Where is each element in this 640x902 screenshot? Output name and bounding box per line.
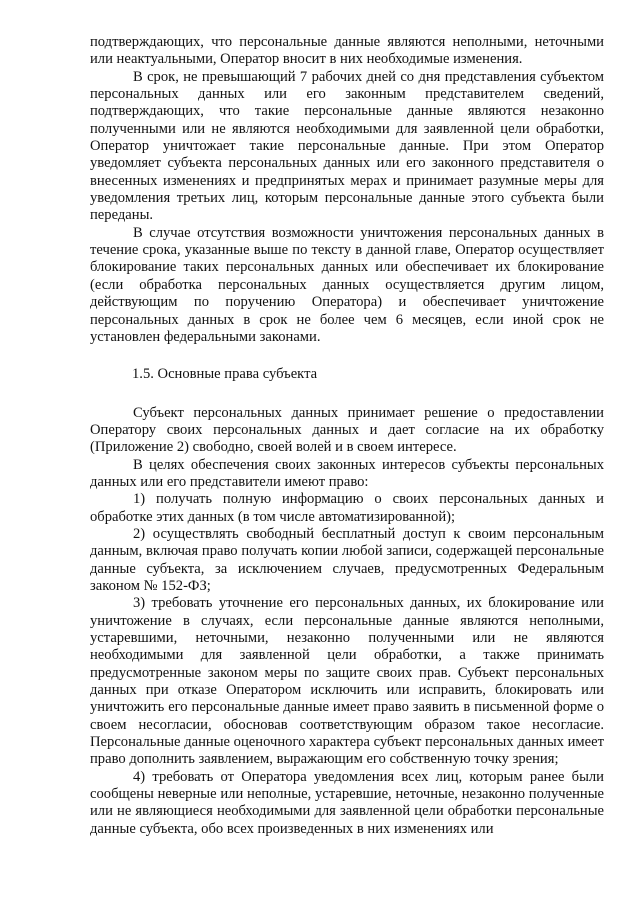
paragraph-personal-data-corrections: подтверждающих, что персональные данные являются неполными, неточными или неактуальными, Оператор вносит в них необходимые изменения. <box>90 34 604 68</box>
paragraph-subject-consent: Субъект персональных данных принимает решение о предоставлении Оператору своих персональных данных и дает согласие на их обработку (Приложение 2) свободно, своей волей и в своем интересе. <box>90 404 604 456</box>
list-item-right-3: 3) требовать уточнение его персональных данных, их блокирование или уничтожение в случаях, если персональные данные являются неполными, устаревшими, неточными, незаконно полученными или не являются необходимыми для заявленной цели обработки, а также принимать предусмотренные законом меры по защите своих прав. Субъект персональных данных при отказе Оператором исключить или исправить, блокировать или уничтожить его персональные данные имеет право заявить в письменной форме о своем несогласии, обосновав соответствующим образом такое несогласие. Персональные данные оценочного характера субъект персональных данных имеет право дополнить заявлением, выражающим его собственную точку зрения; <box>90 595 604 768</box>
section-heading: 1.5. Основные права субъекта <box>132 366 318 383</box>
paragraph-blocking-procedure: В случае отсутствия возможности уничтожения персональных данных в течение срока, указанные выше по тексту в данной главе, Оператор осуществляет блокирование таких персональных данных или обеспечивает их блокирование (если обработка персональных данных осуществляется другим лицом, действующим по поручению Оператора) и обеспечивает уничтожение персональных данных в срок не более чем 6 месяцев, если иной срок не установлен федеральными законами. <box>90 224 604 345</box>
list-item-right-1: 1) получать полную информацию о своих персональных данных и обработке этих данных (в том числе автоматизированной); <box>90 491 604 525</box>
list-item-right-4: 4) требовать от Оператора уведомления всех лиц, которым ранее были сообщены неверные или неполные, устаревшие, неточные, незаконно полученные или не являющиеся необходимыми для заявленной цели обработки персональные данные субъекта, обо всех произведенных в них изменениях или <box>90 768 604 837</box>
paragraph-destruction-deadline: В срок, не превышающий 7 рабочих дней со дня представления субъектом персональных данных или его законным представителем сведений, подтверждающих, что такие персональные данные являются незаконно полученными или не являются необходимыми для заявленной цели обработки, Оператор уничтожает такие персональные данные. При этом Оператор уведомляет субъекта персональных данных или его законного представителя о внесенных изменениях и предпринятых мерах и принимает разумные меры для уведомления третьих лиц, которым персональные данные этого субъекта были переданы. <box>90 68 604 224</box>
paragraph-subject-rights-intro: В целях обеспечения своих законных интересов субъекты персональных данных или его представители имеют право: <box>90 456 604 490</box>
document-page <box>90 34 604 838</box>
list-item-right-2: 2) осуществлять свободный бесплатный доступ к своим персональным данным, включая право получать копии любой записи, содержащей персональные данные субъекта, за исключением случаев, предусмотренных Федеральным законом № 152-ФЗ; <box>90 525 604 594</box>
